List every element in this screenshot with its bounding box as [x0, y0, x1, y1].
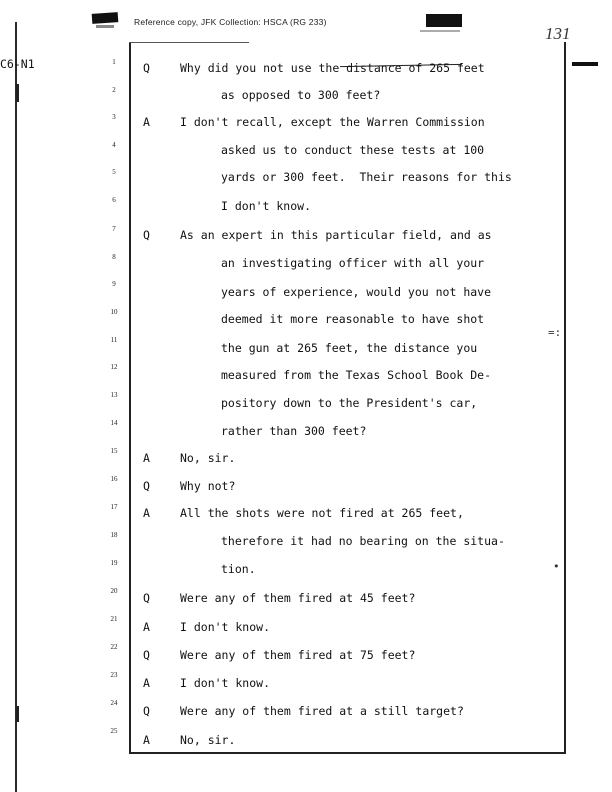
transcript-line: I don't know. — [221, 199, 312, 213]
left-margin-rule — [15, 22, 17, 792]
line-number: 1 — [112, 58, 116, 66]
transcript-line: Were any of them fired at a still target? — [180, 704, 464, 718]
margin-tick-bottom — [16, 706, 19, 722]
redaction-mark-left — [92, 12, 119, 24]
transcript-line: Were any of them fired at 75 feet? — [180, 648, 416, 662]
line-number: 19 — [110, 559, 118, 567]
line-number: 4 — [112, 141, 116, 149]
margin-scribble-top-right — [572, 62, 598, 66]
transcript-line: asked us to conduct these tests at 100 — [221, 143, 485, 157]
speaker-label: A — [143, 676, 150, 690]
speaker-label: Q — [143, 704, 150, 718]
line-number: 8 — [112, 253, 116, 261]
line-number: 15 — [110, 447, 118, 455]
frame-top-line — [129, 42, 249, 43]
transcript-line: therefore it had no bearing on the situa- — [221, 534, 505, 548]
line-number: 3 — [112, 113, 116, 121]
page-number: 131 — [545, 24, 571, 43]
transcript-line: Were any of them fired at 45 feet? — [180, 591, 416, 605]
transcript-line: measured from the Texas School Book De- — [221, 368, 492, 382]
redaction-mark-right-smear — [420, 30, 460, 32]
line-number: 16 — [110, 475, 118, 483]
speaker-label: A — [143, 115, 150, 129]
speaker-label: A — [143, 733, 150, 747]
margin-dot-right: • — [553, 560, 560, 573]
transcript-line: All the shots were not fired at 265 feet, — [180, 506, 464, 520]
line-number: 17 — [110, 503, 118, 511]
speaker-label: A — [143, 620, 150, 634]
margin-smudge-right: =: — [548, 326, 562, 339]
transcript-line: I don't recall, except the Warren Commission — [180, 115, 485, 129]
transcript-line: deemed it more reasonable to have shot — [221, 312, 485, 326]
speaker-label: A — [143, 451, 150, 465]
line-number: 18 — [110, 531, 118, 539]
line-number: 20 — [110, 587, 118, 595]
line-number: 2 — [112, 86, 116, 94]
speaker-label: Q — [143, 648, 150, 662]
speaker-label: Q — [143, 61, 150, 75]
transcript-line: No, sir. — [180, 733, 236, 747]
transcript-line: No, sir. — [180, 451, 236, 465]
transcript-line: As an expert in this particular field, and as — [180, 228, 492, 242]
line-number: 12 — [110, 363, 118, 371]
transcript-line: rather than 300 feet? — [221, 424, 367, 438]
transcript-line: the gun at 265 feet, the distance you — [221, 341, 478, 355]
margin-tick-top — [16, 84, 19, 102]
transcript-line: I don't know. — [180, 620, 271, 634]
line-number: 25 — [110, 727, 118, 735]
transcript-line: Why did you not use the distance of 265 feet — [180, 61, 485, 75]
line-number: 5 — [112, 168, 116, 176]
transcript-line: I don't know. — [180, 676, 271, 690]
transcript-line: as opposed to 300 feet? — [221, 88, 381, 102]
transcript-line: an investigating officer with all your — [221, 256, 485, 270]
line-number: 9 — [112, 280, 116, 288]
speaker-label: Q — [143, 591, 150, 605]
speaker-label: Q — [143, 479, 150, 493]
line-number: 11 — [110, 336, 118, 344]
transcript-line: yards or 300 feet. Their reasons for this — [221, 170, 512, 184]
line-number: 7 — [112, 225, 116, 233]
line-number: 24 — [110, 699, 118, 707]
line-number: 14 — [110, 419, 118, 427]
speaker-label: Q — [143, 228, 150, 242]
transcript-line: pository down to the President's car, — [221, 396, 478, 410]
line-number: 6 — [112, 196, 116, 204]
transcript-line: years of experience, would you not have — [221, 285, 492, 299]
redaction-mark-left-smear — [96, 25, 114, 28]
line-number: 22 — [110, 643, 118, 651]
line-number: 21 — [110, 615, 118, 623]
line-number: 23 — [110, 671, 118, 679]
transcript-line: tion. — [221, 562, 256, 576]
redaction-mark-right — [426, 14, 462, 27]
speaker-label: A — [143, 506, 150, 520]
line-number: 10 — [110, 308, 118, 316]
page-tag: C6-N1 — [0, 57, 35, 71]
line-number: 13 — [110, 391, 118, 399]
document-header: Reference copy, JFK Collection: HSCA (RG 233) — [134, 17, 327, 27]
transcript-line: Why not? — [180, 479, 236, 493]
